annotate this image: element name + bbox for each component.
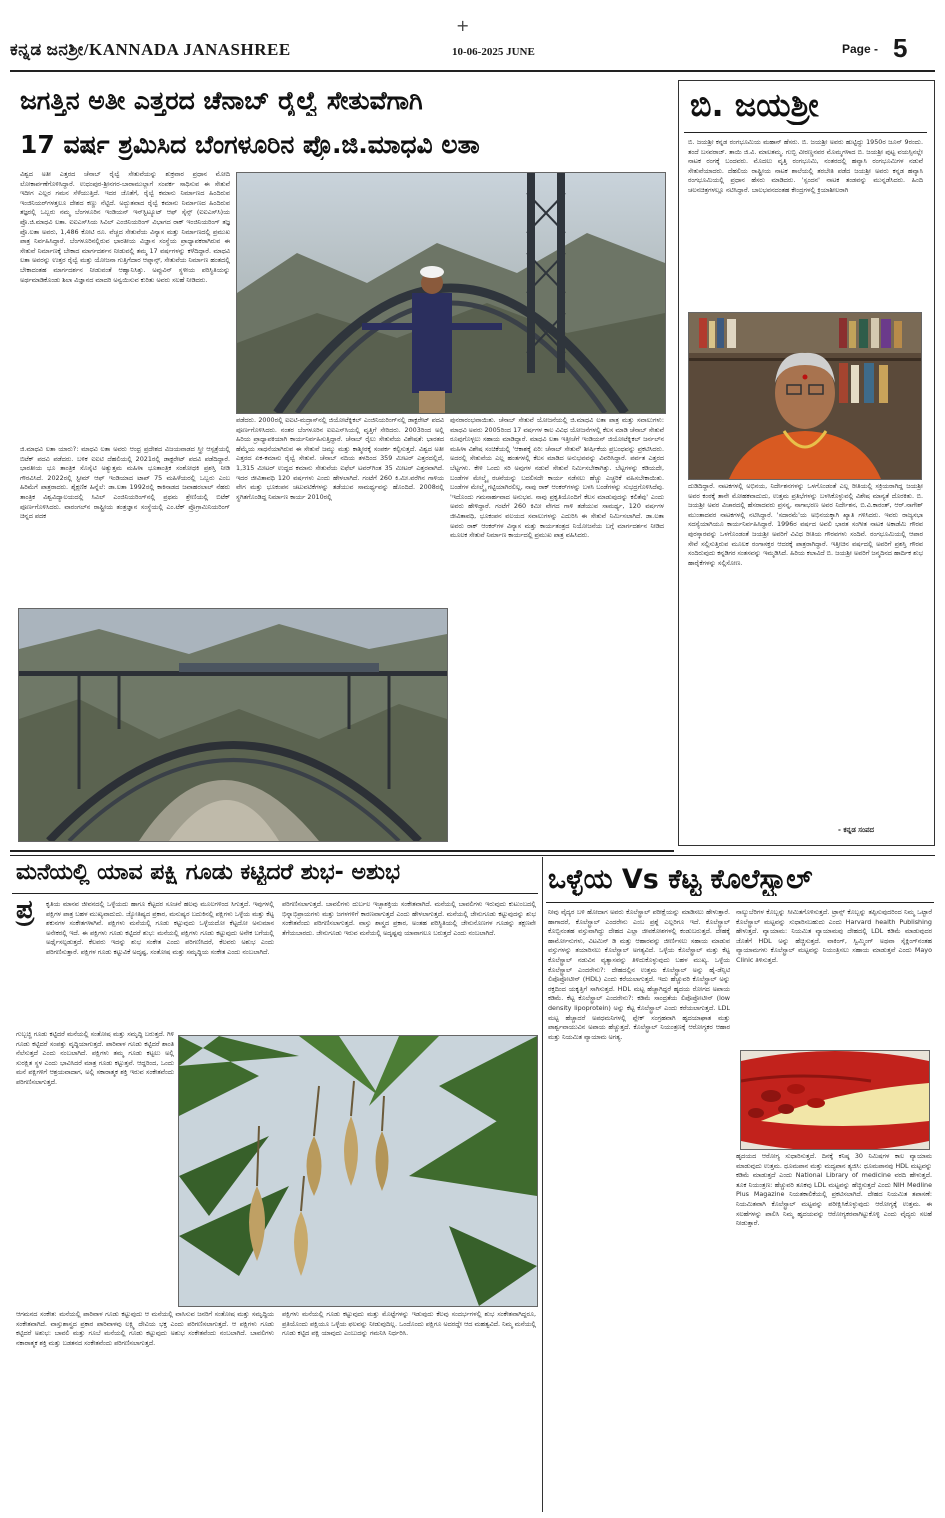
professor-bridge-image [237, 173, 665, 413]
article2-left-column: ಗುಬ್ಬಚ್ಚಿ ಗೂಡು ಕಟ್ಟಿದರೆ ಮನೆಯಲ್ಲಿ ಸಂತೋಷ ಮತ್ತು ಸಮೃದ್ಧಿ ಬರುತ್ತದೆ. ಗಿಳಿ ಗೂಡು ಕಟ್ಟಿದರೆ ಸಂಪತ್ತು ವೃದ್ಧಿಯಾಗುತ್ತದೆ. ಪಾರಿವಾಳ ಗೂಡು ಕಟ್ಟಿದರೆ ಶಾಂತಿ ನೆಲೆಸುತ್ತದೆ ಎಂದು ನಂಬಲಾಗಿದೆ. ಪಕ್ಷಿಗಳು ತಮ್ಮ ಗೂಡು ಕಟ್ಟಲು ಅಲ್ಲಿ ಸುರಕ್ಷಿತ ಸ್ಥಳ ಎಂದು ಭಾವಿಸಿದರೆ ಮಾತ್ರ ಗೂಡು ಕಟ್ಟುತ್ತವೆ. ಆದ್ದರಿಂದ, ಒಂದು ಮನೆ ಪಕ್ಷಿಗಳಿಗೆ ಆಶ್ರಯವಾದಾಗ, ಅಲ್ಲಿ ಸಕಾರಾತ್ಮಕ ಶಕ್ತಿ ಇರುವ ಸಂಕೇತವೆಂದು ಪರಿಗಣಿಸಲಾಗುತ್ತದೆ. [16, 1030, 174, 1086]
sidebar-title-rule [684, 132, 927, 133]
article2-column2-top: ಪರಿಗಣಿಸಲಾಗುತ್ತದೆ. ಬಾವಲಿಗಳು ದುರ್ಬಲ ಇಚ್ಛಾಶಕ್ತಿಯ ಸಂಕೇತವಾಗಿದೆ. ಮನೆಯಲ್ಲಿ ಬಾವಲಿಗಳು ಇರುವುದು ಕುಟುಂಬದಲ್ಲಿ ಭಿನ್ನಾಭಿಪ್ರಾಯಗಳು ಮತ್ತು ಜಗಳಗಳಿಗೆ ಕಾರಣವಾಗುತ್ತದೆ ಎಂದು ಹೇಳಲಾಗುತ್ತದೆ. ಮನೆಯಲ್ಲಿ ಜೇನುಗೂಡು ಕಟ್ಟುವುದನ್ನು ಶುಭ ಸಂಕೇತವೆಂದು ಪರಿಗಣಿಸಲಾಗುತ್ತದೆ. ವಾಸ್ತು ಶಾಸ್ತ್ರದ ಪ್ರಕಾರ, ಅಂತಹ ಪರಿಸ್ಥಿತಿಯಲ್ಲಿ ಜೇನುನೊಣಗಳ ಗೂಡನ್ನು ತಕ್ಷಣವೇ ತೆಗೆಯಬಾರದು. ಜೇನುಗೂಡು ಇರುವ ಮನೆಯಲ್ಲಿ ಅದೃಷ್ಟವು ಯಾವಾಗಲೂ ಬರುತ್ತದೆ ಎಂದು ನಂಬಲಾಗಿದೆ. [282, 900, 536, 937]
page-label: Page - [842, 42, 879, 56]
photo-chenab-bridge [18, 608, 448, 842]
article1-column1-bottom: ಜಿ.ಮಾಧವಿ ಲತಾ ಯಾರು?: ಮಾಧವಿ ಲತಾ ಅವರು ಆಂಧ್ರ ಪ್ರದೇಶದ ವಿಜಯವಾಡದ ಸ್ತ್ರೀ ಆಸ್ಪತ್ರೆಯಲ್ಲಿ ಬಿಟೆಕ್ ಪದವಿ ಪಡೆದರು. ಬಳಿಕ ಐಐಟಿ ದೆಹಲಿಯಲ್ಲಿ 2021ರಲ್ಲಿ ಡಾಕ್ಟರೇಟ್ ಪದವಿ ಪಡೆದಿದ್ದಾರೆ. ಭಾರತೀಯ ಭೂ ತಾಂತ್ರಿಕ ಸೊಸೈಟಿ ಅತ್ಯುತ್ತಮ ಮಹಿಳಾ ಭೂತಾಂತ್ರಿಕ ಸಂಶೋಧಕಿ ಪ್ರಶಸ್ತಿ ನೀಡಿ ಗೌರವಿಸಿದೆ. 2022ರಲ್ಲಿ ಸ್ಟೀಮ್ ಆಫ್ ಇಂಡಿಯಾದ ಟಾಪ್ 75 ಮಹಿಳೆಯರಲ್ಲಿ ಒಬ್ಬರು ಎಂಬ ಹಿರಿಮೆಗೆ ಪಾತ್ರರಾದರು. ಶೈಕ್ಷಣಿಕ ಹಿನ್ನೆಲೆ: ಡಾ.ಲತಾ 1992ರಲ್ಲಿ ಕಾಕಿನಾಡದ ಜವಾಹರಲಾಲ್ ನೆಹರು ತಾಂತ್ರಿಕ ವಿಶ್ವವಿದ್ಯಾಲಯದಲ್ಲಿ ಸಿವಿಲ್ ಎಂಜಿನಿಯರಿಂಗ್‌ನಲ್ಲಿ ಪ್ರಥಮ ಶ್ರೇಣಿಯಲ್ಲಿ ಬಿಟೆಕ್ ಪೂರ್ಣಗೊಳಿಸಿದರು. ವಾರಂಗಲ್‌ನ ರಾಷ್ಟ್ರೀಯ ತಂತ್ರಜ್ಞಾನ ಸಂಸ್ಥೆಯಲ್ಲಿ ಎಂ.ಟೆಕ್ ಪ್ರೊಗ್ರಾಮಿನಿಯರಿಂಗ್ ಚಿನ್ನದ ಪದಕ [20, 445, 230, 521]
photo-professor-bridge [236, 172, 666, 414]
article2-bottom-right: ಪಕ್ಷಿಗಳು ಮನೆಯಲ್ಲಿ ಗೂಡು ಕಟ್ಟುವುದು ಮತ್ತು ಮೊಟ್ಟೆಗಳನ್ನು ಇಡುವುದು ಕೆಲವು ಸಂದರ್ಭಗಳಲ್ಲಿ ಶುಭ ಸಂಕೇತವಾಗಿದ್ದರೂ, ಪ್ರತಿಯೊಂದು ಪಕ್ಷಿಯೂ ಒಳ್ಳೆಯ ಫಲವನ್ನು ನೀಡುವುದಿಲ್ಲ. ಒಂದೊಂದು ಪಕ್ಷಿಗೂ ಅದರದ್ದೇ ಆದ ಮಹತ್ವವಿದೆ. ನಿಮ್ಮ ಮನೆಯಲ್ಲಿ ಗೂಡು ಕಟ್ಟಿದ ಪಕ್ಷಿ ಯಾವುದು ಎಂಬುದನ್ನು ಗಮನಿಸಿ ನಿರ್ಧರಿಸಿ. [282, 1310, 536, 1338]
article1-column3: ಪುನರಾರಂಭವಾಯಿತು. ಚೆನಾಬ್ ಸೇತುವೆ ಯೋಜನೆಯಲ್ಲಿ ಜಿ.ಮಾಧವಿ ಲತಾ ಪಾತ್ರ ಮತ್ತು ಸವಾಲುಗಳು: ಮಾಧವಿ ಅವರು 2005ರಿಂದ 17 ವರ್ಷಗಳ ಕಾಲ ವಿವಿಧ ಯೋಜನೆಗಳಲ್ಲಿ ಕೆಲಸ ಮಾಡಿ ಚೆನಾಬ್ ಸೇತುವೆ ರೂಪುಗೊಳ್ಳಲು ಸಹಾಯ ಮಾಡಿದ್ದಾರೆ. ಮಾಧವಿ ಲತಾ ಇತ್ತೀಚೆಗೆ ಇಂಡಿಯನ್ ಜಿಯೋಟೆಕ್ನಿಕಲ್ ಜರ್ನಲ್‌ನ ಮಹಿಳಾ ವಿಶೇಷ ಸಂಚಿಕೆಯಲ್ಲಿ 'ಆಕಾಶಕ್ಕೆ ಏರಿ: ಚೆನಾಬ್ ಸೇತುವೆ' ಶೀರ್ಷಿಕೆಯ ಪ್ರಬಂಧವನ್ನು ಪ್ರಕಟಿಸಿದರು. ಅದರಲ್ಲಿ ಸೇತುವೆಯ ಎಲ್ಲ ಹಂತಗಳಲ್ಲಿ ಕೆಲಸ ಮಾಡಿದ ಅನುಭವವನ್ನು ವಿವರಿಸಿದ್ದಾರೆ. ಪರ್ವತ ಎತ್ತರದ ಬೆಟ್ಟಗಳು. ಕೇಳಿ ಒಂದು ಸರಿ ಅವುಗಳ ನಡುವೆ ಸೇತುವೆ ನಿರ್ಮಿಸಬೇಕಾಗಿತ್ತು. ಬೆಟ್ಟಗಳನ್ನು ಕಡಿಯದೇ, ಬಂಡೆಗಳ ಮೇಲ್ಮೈ ರಚನೆಯನ್ನು ಬದಲಿಸದೇ ಕಾರ್ಯ ನಡೆಸಲು ಹೆಚ್ಚು ಎಚ್ಚರಿಕೆ ವಹಿಸಬೇಕಾಯಿತು. ಬಂಡೆಗಳ ಮೇಲ್ಮೈ ಗಟ್ಟಿಯಾಗಿರಲಿಲ್ಲ, ನಾವು ರಾಕ್ ಆಂಕರ್‌ಗಳನ್ನು ಬಳಸಿ ಬಂಡೆಗಳನ್ನು ಸುಭದ್ರಗೊಳಿಸಿದೆವು. 'ಇದೊಂದು ಗಮನಾರ್ಹವಾದ ಅನುಭವ. ನಾವು ಪ್ರಕೃತಿಯೊಂದಿಗೆ ಕೆಲಸ ಮಾಡುವುದನ್ನು ಕಲಿತೆವು' ಎಂದು ಅವರು ಹೇಳಿದ್ದಾರೆ. ಗಂಟೆಗೆ 260 ಕಿಮೀ ವೇಗದ ಗಾಳಿ ತಡೆಯುವ ಸಾಮರ್ಥ್ಯ, 120 ವರ್ಷಗಳ ಜೀವಿತಾವಧಿ, ಭೂಕಂಪನ ವಲಯದ ಸವಾಲುಗಳನ್ನು ಎದುರಿಸಿ ಈ ಸೇತುವೆ ನಿರ್ಮಿಸಲಾಗಿದೆ. ಡಾ.ಲತಾ ಅವರು ರಾಕ್ ಆಂಕರ್‌ಗಳ ವಿನ್ಯಾಸ ಮತ್ತು ಕಾರ್ಯತಂತ್ರದ ನಿಯೋಜನೆಯ ಬಗ್ಗೆ ಮಾರ್ಗದರ್ಶನ ನೀಡಿದ ಮೂಲಕ ಸೇತುವೆ ನಿರ್ಮಾಣ ಕಾರ್ಯದಲ್ಲಿ ಪ್ರಮುಖ ಪಾತ್ರ ವಹಿಸಿದರು. [450, 416, 664, 540]
sidebar-paragraph2: ದುಡಿದಿದ್ದಾರೆ. ನಾಟಕಗಳಲ್ಲಿ ಅಭಿನಯ, ನಿರ್ದೇಶನಗಳನ್ನು ಒಳಗೊಂಡಂತೆ ಎಲ್ಲ ರೀತಿಯಲ್ಲಿ ಸಕ್ರಿಯರಾಗಿದ್ದ ಜಯಶ್ರೀ ಅವರ ಕಂಠಕ್ಕೆ ತಾನೇ ಮೋಹಕವಾದುದು, ಉತ್ತಮ ಪ್ರತಿಭೆಗಳನ್ನು ಬಳಸಿಕೊಳ್ಳುವಲ್ಲಿ ವಿಶೇಷ ಮಾನ್ಯತೆ ದೊರಕಿತು. ಬಿ. ಜಯಶ್ರೀ ಅವರ ವಿಚಾರದಲ್ಲಿ ಹೆಸರಾದವರು ಪ್ರಸನ್ನ, ನಾಗಾಭರಣ ಅವರ ನಿರ್ದೇಶನ, ಬಿ.ವಿ.ಕಾರಂತ್, ಆರ್.ನಾಗೇಶ್ ಮುಂತಾದವರ ನಾಟಕಗಳಲ್ಲಿ ನಟಿಸಿದ್ದಾರೆ. 'ಸದಾರಮೆ'ಯ ಅಭಿನಯಕ್ಕಾಗಿ ಖ್ಯಾತಿ ಗಳಿಸಿದರು. ಇವರು ರಾಜ್ಯಸಭಾ ಸದಸ್ಯೆಯಾಗಿಯೂ ಕಾರ್ಯನಿರ್ವಹಿಸಿದ್ದಾರೆ. 1996ರ ವರ್ಷದ ಅವಲಿ ಭಾರತ ಸಂಗೀತ ನಾಟಕ ಅಕಾಡೆಮಿ ಗೌರವ ಪುರಸ್ಕಾರವನ್ನು ಒಳಗೊಂಡಂತೆ ಜಯಶ್ರೀ ಅವರಿಗೆ ವಿವಿಧ ರೀತಿಯ ಗೌರವಗಳು ಸಂದಿವೆ. ರಂಗಭೂಮಿಯಲ್ಲಿ ಆಪಾರ ಸೇವೆ ಸಲ್ಲಿಸುತ್ತಿರುವ ಮೂಲಕ ರಂಗಾಸಕ್ತರ ಆದರಕ್ಕೆ ಪಾತ್ರರಾಗಿದ್ದಾರೆ. ಇತ್ತೀಚಿನ ವರ್ಷದಲ್ಲಿ ಅವರಿಗೆ ಪ್ರಶಸ್ತಿ ಗೌರವ ಸಂದಿರುವುದು ಕನ್ನಡಿಗರ ಸಂತಸವನ್ನು ಇಮ್ಮಡಿಸಿದೆ. ಹಿರಿಯ ಕಲಾವಿದೆ ಬಿ. ಜಯಶ್ರೀ ಅವರಿಗೆ ಜನ್ಮದಿನದ ಹಾರ್ದಿಕ ಶುಭ ಹಾರೈಕೆಗಳನ್ನು ಸಲ್ಲಿಸೋಣ. [688, 482, 923, 567]
sidebar-paragraph1: ಬಿ. ಜಯಶ್ರೀ ಕನ್ನಡ ರಂಗಭೂಮಿಯ ಮಹಾನ್ ಹೆಸರು. ಬಿ. ಜಯಶ್ರೀ ಅವರು ಹುಟ್ಟಿದ್ದು 1950ರ ಜೂನ್ 9ರಂದು. ತಂದೆ ಬಸವರಾಜ್. ತಾಯಿ ಜಿ.ವಿ. ಮಾಲತಮ್ಮ. ಗುಬ್ಬಿ ವೀರಣ್ಣನವರ ಮೊಮ್ಮಗಳಾದ ಬಿ. ಜಯಶ್ರೀ ಪುಟ್ಟ ವಯಸ್ಸಿನಲ್ಲೇ ನಾಟಕ ರಂಗಕ್ಕೆ ಬಂದವರು. ಮೊದಲು ವೃತ್ತಿ ರಂಗಭೂಮಿ, ನಂತರದಲ್ಲಿ ಹವ್ಯಾಸಿ ರಂಗಭೂಮಿಗಳ ನಡುವೆ ಸೇತುವೆಯಾದರು. ದೆಹಲಿಯ ರಾಷ್ಟ್ರೀಯ ನಾಟಕ ಶಾಲೆಯಲ್ಲಿ ತರಬೇತಿ ಪಡೆದ ಜಯಶ್ರೀ ಅವರು ಕನ್ನಡ ಹವ್ಯಾಸಿ ರಂಗಭೂಮಿಯಲ್ಲಿ ಪ್ರಧಾನ ಹೆಸರು ಮಾಡಿದರು. 'ಸ್ಪಂದನ' ನಾಟಕ ತಂಡವನ್ನು ಮುನ್ನಡೆಸಿದರು. ಹಿಂದಿ ಚಲನಚಿತ್ರಗಳಲ್ಲೂ ನಟಿಸಿದ್ದಾರೆ. ಬಾಲಭವನದಂತಹ ಕೇಂದ್ರಗಳಲ್ಲಿ ಕ್ರಿಯಾಶೀಲರಾಗಿ [688, 138, 923, 194]
jayashree-portrait [689, 313, 921, 479]
article1-headline-line2: 17 ವರ್ಷ ಶ್ರಮಿಸಿದ ಬೆಂಗಳೂರಿನ ಪ್ರೊ.ಜಿ.ಮಾಧವಿ ಲತಾ [20, 130, 480, 159]
header-rule [10, 70, 935, 72]
chenab-bridge-image [19, 609, 447, 841]
article2-intro: ಕೃತಿಯ ಮಾನವ ಜೀವನದಲ್ಲಿ ಒಳ್ಳೆಯದು ಹಾಗೂ ಕೆಟ್ಟದರ ಸೂಚನೆ ಹಲವು ಮೂಲಗಳಿಂದ ಸಿಗುತ್ತದೆ. ಇವುಗಳಲ್ಲಿ ಪಕ್ಷಿಗಳ ಪಾತ್ರ ಬಹಳ ಮುಖ್ಯವಾದುದು. ಜ್ಯೋತಿಷ್ಯದ ಪ್ರಕಾರ, ಮನುಷ್ಯರ ಬದುಕಿನಲ್ಲಿ ಪಕ್ಷಿಗಳು ಒಳ್ಳೆಯ ಮತ್ತು ಕೆಟ್ಟ ಶಕುನಗಳ ಸಂಕೇತಗಳಾಗಿವೆ. ಪಕ್ಷಿಗಳು ಮನೆಯಲ್ಲಿ ಗೂಡು ಕಟ್ಟುವುದು ಒಳ್ಳೆಯದೋ ಕೆಟ್ಟದೋ ಅನುಮಾನ ಅನೇಕರಲ್ಲಿ ಇದೆ. ಈ ಪಕ್ಷಿಗಳು ಗೂಡು ಕಟ್ಟಿದರೆ ಶುಭ: ಮನೆಯಲ್ಲಿ ಪಕ್ಷಿಗಳು ಗೂಡು ಕಟ್ಟುವುದು ಅನೇಕ ಬಗೆಯಲ್ಲಿ ಅರ್ಥೈಸಲ್ಪಡುತ್ತದೆ. ಕೆಲವರು ಇದನ್ನು ಶುಭ ಸಂಕೇತ ಎಂದು ಪರಿಗಣಿಸಿದರೆ, ಕೆಲವರು ಅಶುಭ ಎಂದು ಪರಿಗಣಿಸುತ್ತಾರೆ. ಪಕ್ಷಿಗಳ ಗೂಡು ಕಟ್ಟುವಿಕೆ ಅದೃಷ್ಟ, ಸಂತೋಷ ಮತ್ತು ಸಮೃದ್ಧಿಯ ಸಂಕೇತ ಎಂದು ನಂಬಲಾಗಿದೆ. [46, 900, 274, 956]
article1-headline-line1: ಜಗತ್ತಿನ ಅತೀ ಎತ್ತರದ ಚೆನಾಬ್ ರೈಲ್ವೆ ಸೇತುವೆಗಾಗಿ [20, 86, 423, 115]
article1-column2: ಪಡೆದರು. 2000ರಲ್ಲಿ ಐಐಟಿ-ಮದ್ರಾಸ್‌ನಲ್ಲಿ ಜಿಯೋಟೆಕ್ನಿಕಲ್ ಎಂಜಿನಿಯರಿಂಗ್‌ನಲ್ಲಿ ಡಾಕ್ಟರೇಟ್ ಪದವಿ ಪೂರ್ಣಗೊಳಿಸಿದರು. ನಂತರ ಬೆಂಗಳೂರಿನ ಐಐಎಸ್‌ಸಿಯಲ್ಲಿ ವೃತ್ತಿಗೆ ಸೇರಿದರು. 2003ರಿಂದ ಅಲ್ಲಿ ಹಿರಿಯ ಪ್ರಾಧ್ಯಾಪಕಿಯಾಗಿ ಕಾರ್ಯನಿರ್ವಹಿಸುತ್ತಿದ್ದಾರೆ. ಚೆನಾಬ್ ರೈಲು ಸೇತುವೆಯ ವಿಶೇಷತೆ: ಭಾರತದ ಹೆಮ್ಮೆಯ ಸಾಧನೆಯಾಗಿರುವ ಈ ಸೇತುವೆ ಜಮ್ಮು ಮತ್ತು ಕಾಶ್ಮೀರಕ್ಕೆ ಸಂಪರ್ಕ ಕಲ್ಪಿಸುತ್ತದೆ. ವಿಶ್ವದ ಅತೀ ಎತ್ತರದ ಏಕ-ಕಮಾನು ರೈಲ್ವೆ ಸೇತುವೆ. ಚೆನಾಬ್ ನದಿಯ ತಳದಿಂದ 359 ಮೀಟರ್ ಎತ್ತರದಲ್ಲಿದೆ, 1,315 ಮೀಟರ್ ಉದ್ದದ ಕಮಾನು ಸೇತುವೆಯ ಐಫೆಲ್ ಟವರ್‌ಗಿಂತ 35 ಮೀಟರ್ ಎತ್ತರವಾಗಿದೆ. ಇದರ ಜೀವಿತಾವಧಿ 120 ವರ್ಷಗಳು ಎಂದು ಹೇಳಲಾಗಿದೆ. ಗಂಟೆಗೆ 260 ಕಿ.ಮೀ.ವರೆಗಿನ ಗಾಳಿಯ ವೇಗ ಮತ್ತು ಭೂಕಂಪನ ಚಟುವಟಿಕೆಗಳನ್ನು ತಡೆಯುವ ಸಾಮರ್ಥ್ಯವನ್ನು ಹೊಂದಿದೆ. 2008ರಲ್ಲಿ ಸ್ಥಗಿತಗೊಂಡಿದ್ದ ನಿರ್ಮಾಣ ಕಾರ್ಯ 2010ರಲ್ಲಿ [236, 416, 444, 501]
masthead: ಕನ್ನಡ ಜನಶ್ರೀ/KANNADA JANASHREE [10, 40, 291, 59]
article2-bottom-left: ಆಗಮನದ ಸಂಕೇತ: ಮನೆಯಲ್ಲಿ ಪಾರಿವಾಳ ಗೂಡು ಕಟ್ಟುವುದು ಆ ಮನೆಯಲ್ಲಿ ವಾಸಿಸುವ ಜನರಿಗೆ ಸಂತೋಷ ಮತ್ತು ಸಮೃದ್ಧಿಯ ಸಂಕೇತವಾಗಿದೆ. ವಾಸ್ತುಶಾಸ್ತ್ರದ ಪ್ರಕಾರ ಪಾರಿವಾಳವು ಲಕ್ಷ್ಮಿ ದೇವಿಯ ಭಕ್ತ ಎಂದು ಪರಿಗಣಿಸಲಾಗುತ್ತದೆ. ಆ ಪಕ್ಷಿಗಳು ಗೂಡು ಕಟ್ಟಿದರೆ ಅಶುಭ: ಬಾವಲಿ ಮತ್ತು ಗೂಬೆ ಮನೆಯಲ್ಲಿ ಗೂಡು ಕಟ್ಟುವುದು ಅಶುಭ ಸಂಕೇತವೆಂದು ನಂಬಲಾಗಿದೆ. ಬಾವಲಿಗಳು ನಕಾರಾತ್ಮಕ ಶಕ್ತಿ ಮತ್ತು ಬಡತನದ ಸಂಕೇತವೆಂದು ಪರಿಗಣಿಸಲಾಗುತ್ತದೆ. [16, 1310, 274, 1347]
page-number: 5 [893, 33, 908, 63]
article3-column2-top: ನಾಲ್ಯುಬೆರಿಗಳ ಕೊಬ್ಬನ್ನು ಸೀಮಿತಗೊಳಿಸುತ್ತದೆ. ಟ್ರಾನ್ಸ್ ಕೊಬ್ಬನ್ನು ತಪ್ಪಿಸುವುದರಿಂದ ನಿಮ್ಮ ಒಟ್ಟಾರೆ ಕೊಲೆಸ್ಟ್ರಾಲ್ ಮಟ್ಟವನ್ನು ಸುಧಾರಿಸಬಹುದು ಎಂದು Harvard health Publishing ಹೇಳುತ್ತದೆ. ವ್ಯಾಯಾಮ: ನಿಯಮಿತ ವ್ಯಾಯಾಮವು ದೇಹದಲ್ಲಿ LDL ಕಡಿಮೆ ಮಾಡುವುದರ ಜೊತೆಗೆ HDL ಅನ್ನು ಹೆಚ್ಚಿಸುತ್ತದೆ. ವಾಕಿಂಗ್, ಸ್ವಿಮ್ಮಿಂಗ್ ಅಥವಾ ಸೈಕ್ಲಿಂಗ್‌ನಂತಹ ವ್ಯಾಯಾಮಗಳು ಕೊಲೆಸ್ಟ್ರಾಲ್ ಮಟ್ಟವನ್ನು ನಿಯಂತ್ರಿಸಲು ಸಹಾಯ ಮಾಡುತ್ತವೆ ಎಂದು Mayo Clinic ತಿಳಿಸುತ್ತದೆ. [736, 908, 932, 964]
article2-dropcap: ಪ್ರ [16, 895, 34, 925]
artery-plaque-image [741, 1051, 929, 1149]
photo-weaver-nests [178, 1035, 538, 1307]
article3-column2-bottom: ಹೃದಯದ ಆರೋಗ್ಯ ಸುಧಾರಿಸುತ್ತದೆ. ದಿನಕ್ಕೆ ಕನಿಷ್ಠ 30 ನಿಮಿಷಗಳ ಕಾಲ ವ್ಯಾಯಾಮ ಮಾಡುವುದು ಉತ್ತಮ. ಧೂಮಪಾನ ಮತ್ತು ಮದ್ಯಪಾನ ತ್ಯಜಿಸಿ: ಧೂಮಪಾನವು HDL ಮಟ್ಟವನ್ನು ಕಡಿಮೆ ಮಾಡುತ್ತದೆ ಎಂದು National Library of medicine ವರದಿ ಹೇಳುತ್ತದೆ. ತೂಕ ನಿಯಂತ್ರಣ: ಹೆಚ್ಚುವರಿ ತೂಕವು LDL ಮಟ್ಟವನ್ನು ಹೆಚ್ಚಿಸುತ್ತದೆ ಎಂದು NIH Medline Plus Magazine ನಿಯತಕಾಲಿಕೆಯಲ್ಲಿ ಪ್ರಕಟಿಸಲಾಗಿದೆ. ದೇಹದ ನಿಯಮಿತ ತಪಾಸಣೆ: ನಿಯಮಿತವಾಗಿ ಕೊಲೆಸ್ಟ್ರಾಲ್ ಮಟ್ಟವನ್ನು ಪರೀಕ್ಷಿಸಿಕೊಳ್ಳುವುದು ಆರೋಗ್ಯಕ್ಕೆ ಉತ್ತಮ. ಈ ಸಲಹೆಗಳನ್ನು ಪಾಲಿಸಿ ನಿಮ್ಮ ಹೃದಯವನ್ನು ಆರೋಗ್ಯಕರವಾಗಿಟ್ಟುಕೊಳ್ಳಿ ಎಂದು ವೈದ್ಯರು ಸಲಹೆ ನೀಡುತ್ತಾರೆ. [736, 1152, 932, 1228]
article1-column1-top: ವಿಶ್ವದ ಅತೀ ಎತ್ತರದ ಚೆನಾಬ್ ರೈಲ್ವೆ ಸೇತುವೆಯನ್ನು ಶುಕ್ರವಾರ ಪ್ರಧಾನ ಮೋದಿ ಲೋಕಾರ್ಪಣೆಗೊಳಿಸಿದ್ದಾರೆ. ಉಧಂಪುರ-ಶ್ರೀನಗರ-ಬಾರಾಮುಲ್ಲಾಗೆ ಸಂಪರ್ಕ ಸಾಧಿಸುವ ಈ ಸೇತುವೆ ಇದೀಗ ಎಲ್ಲರ ಗಮನ ಸೆಳೆಯುತ್ತಿದೆ. ಇದರ ಜೊತೆಗೆ, ರೈಲ್ವೆ ಕಮಾನು ನಿರ್ಮಾಣದ ಹಿಂದಿರುವ ಇಂಜಿನಿಯರ್‌ಗಳತ್ತಲೂ ದೇಶದ ಕಣ್ಣು ನೆಟ್ಟಿದೆ. ಅದ್ಭುತವಾದ ರೈಲ್ವೆ ಕಮಾನು ನಿರ್ಮಾಣದ ಹಿಂದಿರುವ ತಜ್ಞರಲ್ಲಿ ಒಬ್ಬರು ನಮ್ಮ ಬೆಂಗಳೂರಿನ ಇಂಡಿಯನ್ ಇನ್‌ಸ್ಟಿಟ್ಯೂಟ್ ಆಫ್ ಸೈನ್ಸ್ (ಐಐಎಸ್‌ಸಿ)ಯ ಪ್ರೊ.ಜಿ.ಮಾಧವಿ ಲತಾ. ಐಐಎಸ್‌ಸಿಯ ಸಿವಿಲ್ ಎಂಜಿನಿಯರಿಂಗ್ ವಿಭಾಗದ ರಾಕ್ ಇಂಜಿನಿಯರಿಂಗ್ ತಜ್ಞ ಪ್ರೊ.ಲತಾ ಅವರು, 1,486 ಕೋಟಿ ರೂ. ವೆಚ್ಚದ ಸೇತುವೆಯ ವಿನ್ಯಾಸ ಮತ್ತು ನಿರ್ಮಾಣದಲ್ಲಿ ಪ್ರಮುಖ ಪಾತ್ರ ನಿರ್ವಹಿಸಿದ್ದಾರೆ. ಬೆಂಗಳೂರಿನಲ್ಲಿರುವ ಭಾರತೀಯ ವಿಜ್ಞಾನ ಸಂಸ್ಥೆಯ ಪ್ರಾಧ್ಯಾಪಕರಾಗಿರುವ ಈ ಸೇತುವೆ ನಿರ್ಮಾಣಕ್ಕೆ ಬೇಕಾದ ಮಾರ್ಗದರ್ಶನ ನೀಡುವಲ್ಲಿ ತಮ್ಮ 17 ವರ್ಷಗಳನ್ನು ಕಳೆದಿದ್ದಾರೆ. ಮಾಧವಿ ಲತಾ ಅವರನ್ನು ಉತ್ತರ ರೈಲ್ವೆ ಮತ್ತು ಯೋಜನಾ ಗುತ್ತಿಗೆದಾರ ಆಫ್ಕಾನ್ಸ್, ಸೇತುವೆಯ ನಿರ್ಮಾಣ ಹಂತದಲ್ಲಿ ಬೇಕಾದಂತಹ ಮಾರ್ಗದರ್ಶನ ನೀಡುವಂತೆ ಆಹ್ವಾನಿಸಿತ್ತು. ಅಪ್ಪುವಿನ್ ಸ್ಥಳೀಯ ಪರಿಸ್ಥಿತಿಯನ್ನು ಅರ್ಥಮಾಡಿಕೊಂಡು ಶಿಲಾ ವಿಜ್ಞಾನದ ಮಾದರಿ ಅನ್ವಯಿಸುವ ಕುರಿತು ಅವರು ಸಲಹೆ ನೀಡಿದರು. [20, 170, 230, 284]
weaver-nests-image [179, 1036, 537, 1306]
sidebar-title: ಬಿ. ಜಯಶ್ರೀ [690, 86, 819, 124]
lower-section-rule [10, 855, 935, 856]
article3-column1: ನೀವು ವೈದ್ಯರ ಬಳಿ ಹೋದಾಗ ಅವರು ಕೊಲೆಸ್ಟ್ರಾಲ್ ಪರೀಕ್ಷೆಯನ್ನು ಮಾಡಿಸಲು ಹೇಳುತ್ತಾರೆ. ಹಾಗಾದರೆ, ಕೊಲೆಸ್ಟ್ರಾಲ್ ಎಂದರೇನು ಎಂಬ ಪ್ರಶ್ನೆ ಎಲ್ಲರಿಗೂ ಇದೆ. ಕೊಲೆಸ್ಟ್ರಾಲ್ ಕೊಬ್ಬಿನಂತಹ ವಸ್ತುವಾಗಿದ್ದು ದೇಹದ ಎಲ್ಲಾ ಜೀವಕೋಶಗಳಲ್ಲಿ ಕಂಡುಬರುತ್ತದೆ. ದೇಹಕ್ಕೆ ಹಾರ್ಮೋನುಗಳು, ವಿಟಮಿನ್ ಡಿ ಮತ್ತು ಆಹಾರವನ್ನು ಜೀರ್ಣಿಸಲು ಸಹಾಯ ಮಾಡುವ ವಸ್ತುಗಳನ್ನು ತಯಾರಿಸಲು ಕೊಲೆಸ್ಟ್ರಾಲ್ ಅಗತ್ಯವಿದೆ. ಒಳ್ಳೆಯ ಕೊಲೆಸ್ಟ್ರಾಲ್ ಮತ್ತು ಕೆಟ್ಟ ಕೊಲೆಸ್ಟ್ರಾಲ್ ನಡುವಿನ ವ್ಯತ್ಯಾಸವನ್ನು ತಿಳಿದುಕೊಳ್ಳುವುದು ಬಹಳ ಮುಖ್ಯ. ಒಳ್ಳೆಯ ಕೊಲೆಸ್ಟ್ರಾಲ್ ಎಂದರೇನು?: ದೇಹದಲ್ಲಿನ ಉತ್ತಮ ಕೊಲೆಸ್ಟ್ರಾಲ್ ಅನ್ನು ಹೈ-ಡೆನ್ಸಿಟಿ ಲಿಪೊಪ್ರೋಟೀನ್ (HDL) ಎಂದು ಕರೆಯಲಾಗುತ್ತದೆ. ಇದು ಹೆಚ್ಚುವರಿ ಕೊಲೆಸ್ಟ್ರಾಲ್ ಅನ್ನು ರಕ್ತದಿಂದ ಯಕೃತ್ತಿಗೆ ಸಾಗಿಸುತ್ತದೆ. HDL ಮಟ್ಟ ಹೆಚ್ಚಾಗಿದ್ದರೆ ಹೃದಯ ರೋಗದ ಅಪಾಯ ಕಡಿಮೆ. ಕೆಟ್ಟ ಕೊಲೆಸ್ಟ್ರಾಲ್ ಎಂದರೇನು?: ಕಡಿಮೆ ಸಾಂದ್ರತೆಯ ಲಿಪೊಪ್ರೋಟೀನ್ (low density lipoprotein) ಅನ್ನು ಕೆಟ್ಟ ಕೊಲೆಸ್ಟ್ರಾಲ್ ಎಂದು ಕರೆಯಲಾಗುತ್ತದೆ. LDL ಮಟ್ಟ ಹೆಚ್ಚಾದರೆ ಅಪಧಮನಿಗಳಲ್ಲಿ ಪ್ಲೇಕ್ ಸಂಗ್ರಹವಾಗಿ ಹೃದಯಾಘಾತ ಮತ್ತು ಪಾರ್ಶ್ವವಾಯುವಿನ ಅಪಾಯ ಹೆಚ್ಚುತ್ತದೆ. ಕೊಲೆಸ್ಟ್ರಾಲ್ ನಿಯಂತ್ರಣಕ್ಕೆ ಆರೋಗ್ಯಕರ ಆಹಾರ ಮತ್ತು ನಿಯಮಿತ ವ್ಯಾಯಾಮ ಅಗತ್ಯ. [548, 908, 730, 1041]
sidebar-credit: - ಕನ್ನಡ ಸಂಪದ [838, 826, 875, 834]
photo-artery [740, 1050, 930, 1150]
article2-headline: ಮನೆಯಲ್ಲಿ ಯಾವ ಪಕ್ಷಿ ಗೂಡು ಕಟ್ಟಿದರೆ ಶುಭ- ಅಶುಭ [16, 860, 401, 885]
photo-jayashree [688, 312, 922, 480]
issue-date: 10-06-2025 JUNE [452, 46, 535, 58]
article2-headline-rule [12, 893, 538, 894]
article3-headline-rule [546, 902, 934, 903]
article3-headline: ಒಳ್ಳೆಯ Vs ಕೆಟ್ಟ ಕೊಲೆಸ್ಟ್ರಾಲ್ [548, 864, 813, 895]
article1-bottom-rule [10, 850, 674, 852]
registration-mark: + [456, 16, 470, 35]
article3-divider [542, 857, 543, 1512]
